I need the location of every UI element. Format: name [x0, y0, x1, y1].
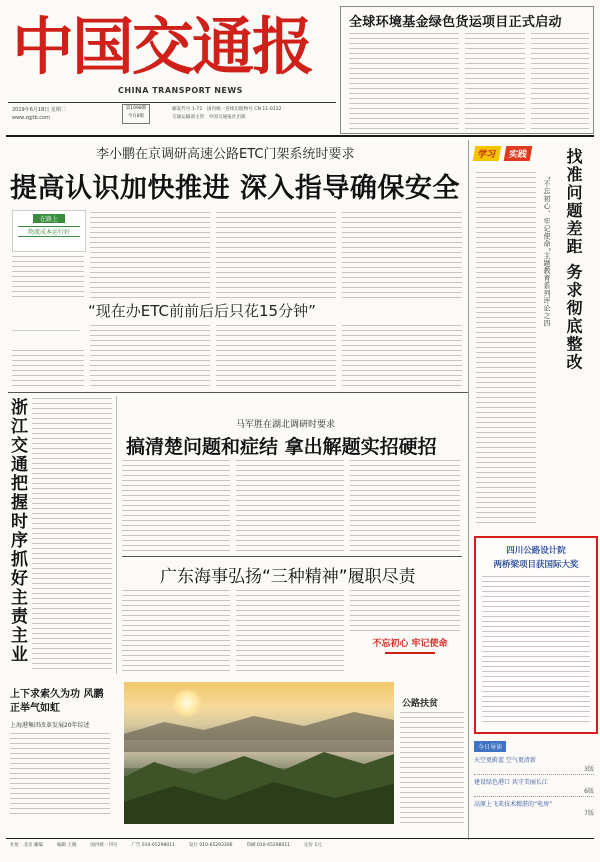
issue-box — [122, 104, 150, 124]
third-rule — [122, 556, 462, 557]
top-right-box — [340, 6, 594, 134]
index-item[interactable] — [474, 778, 594, 797]
main-badge — [12, 210, 86, 252]
footer-address: 社址：北京 邮编 — [10, 843, 43, 848]
award-text — [482, 576, 590, 726]
main-col-2 — [90, 212, 210, 298]
index-header: 今日导读 — [474, 741, 506, 752]
masthead-info-right — [172, 106, 337, 122]
footer-rule — [6, 838, 594, 839]
study-badge-b: 实践 — [504, 146, 533, 161]
second-col-3 — [350, 460, 460, 552]
bottom-left-text — [10, 733, 110, 815]
index-item[interactable] — [474, 800, 594, 818]
left-vertical-headline: 浙江交通把握时序抓好主责主业 — [7, 398, 27, 664]
masthead-title: 中国交通报 — [12, 10, 313, 83]
second-headline: 搞清楚问题和症结 拿出解题实招硬招 — [126, 436, 437, 458]
main-col-1 — [12, 256, 84, 300]
today-index — [474, 734, 594, 834]
quote-col-3 — [216, 325, 336, 387]
bottom-left-box — [6, 684, 116, 824]
slogan-text: 不忘初心 牢记使命 — [372, 639, 448, 649]
section-rule — [8, 392, 468, 393]
second-col-2 — [236, 460, 344, 552]
slogan-block — [372, 638, 448, 668]
quote-col-1 — [12, 350, 84, 388]
top-right-headline: 全球环境基金绿色货运项目正式启动 — [349, 15, 562, 30]
slogan-underline — [385, 652, 435, 654]
second-kicker: 马军胜在湖北调研时要求 — [236, 420, 336, 430]
masthead-bottom-rule — [6, 135, 594, 137]
index-item-page: 7版 — [584, 810, 594, 817]
footer-part: 国内统一刊号 — [90, 843, 118, 848]
third-headline: 广东海事弘扬“三种精神”履职尽责 — [160, 567, 416, 587]
award-subtitle: 两桥梁项目获国际大奖 — [493, 560, 579, 570]
main-col-3 — [216, 212, 336, 298]
index-item-page: 6版 — [584, 788, 594, 795]
index-item-text: 建设绿色港口 共守美丽长江 — [474, 779, 548, 786]
footer-part: 发行 010-65293306 — [188, 843, 233, 848]
third-col-2 — [236, 590, 344, 674]
bottom-left-sub: 上海港集团改革发展20年综述 — [10, 722, 90, 729]
study-badge — [474, 142, 554, 164]
hills-graphic — [124, 682, 394, 824]
masthead-english: CHINA TRANSPORT NEWS — [118, 86, 243, 95]
award-box — [474, 536, 598, 734]
quote-col-4 — [342, 325, 462, 387]
cn-number: 国内统一连续出版物号 CN 11-0122 — [206, 107, 282, 112]
badge-bottom: 物流成本运行好 — [18, 226, 80, 237]
index-item[interactable] — [474, 756, 594, 775]
right-vertical-title: 找准问题差距 务求彻底整改 — [564, 148, 583, 372]
index-item-text: 天空更蔚蓝 空气更清新 — [474, 757, 536, 764]
quote-col-2 — [90, 325, 210, 387]
left-vertical-text — [32, 398, 112, 670]
third-col-3 — [350, 590, 460, 634]
masthead-info-left — [12, 106, 66, 122]
landscape-photo — [124, 682, 394, 824]
date-line: 2019年6月18日 星期二 — [12, 107, 66, 113]
right-rule — [468, 140, 469, 840]
public-road-text — [400, 712, 464, 824]
footer-part: 编辑 王晓 — [56, 843, 77, 848]
footer — [10, 842, 594, 848]
publisher-line: 中国交通报社出版 — [208, 115, 246, 120]
footer-part: 印刷 010-65298011 — [246, 843, 291, 848]
third-col-1 — [122, 590, 230, 674]
site-url: www.zgjtb.com — [12, 115, 50, 121]
right-vertical-sub: “不忘初心、牢记使命”主题教育系列评论之四 — [543, 176, 551, 327]
public-road-title: 公路扶贫 — [402, 699, 439, 709]
left-rule — [116, 396, 117, 674]
main-col-4 — [342, 212, 462, 298]
footer-part: 广告 010-65298011 — [131, 843, 175, 848]
page-count: 今日8版 — [127, 114, 145, 119]
award-title: 四川公路设计院 — [506, 546, 566, 556]
main-quote: “现在办ETC前前后后只花15分钟” — [88, 302, 316, 320]
post-code: 邮发代号 1-72 — [172, 107, 203, 112]
main-kicker: 李小鹏在京调研高速公路ETC门架系统时要求 — [96, 147, 355, 162]
right-column-text — [476, 172, 536, 524]
masthead-rule — [8, 102, 336, 103]
bottom-left-headline: 上下求索久为功 风鹏正举气如虹 — [10, 689, 104, 714]
study-badge-a: 学习 — [473, 146, 502, 161]
main-headline: 提高认识加快推进 深入指导确保安全 — [10, 173, 460, 204]
index-item-text: 高原上飞来技术精湛的“电房” — [474, 801, 553, 808]
badge-top: 在路上 — [33, 214, 65, 223]
author-box — [12, 330, 80, 349]
footer-part: 定价 1元 — [304, 843, 322, 848]
issue-number: 第1098期 — [125, 106, 147, 111]
org-line: 交通运输部主管 — [172, 115, 205, 120]
second-col-1 — [122, 460, 230, 552]
index-item-page: 3版 — [584, 766, 594, 773]
